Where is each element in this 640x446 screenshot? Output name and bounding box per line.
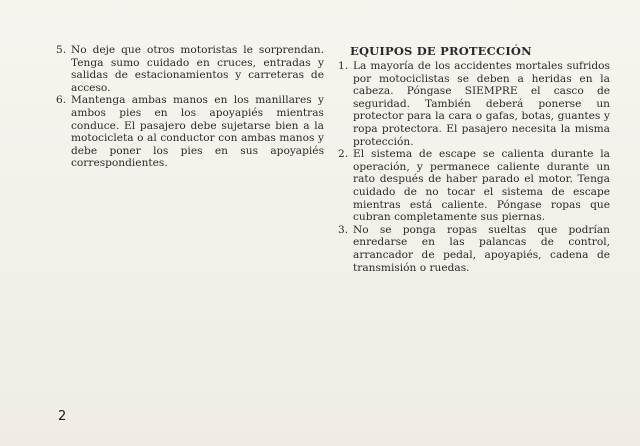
protection-item-1 [338, 60, 610, 148]
item-text: El sistema de escape se calienta durante la operación, y permanece caliente durante un rato después de haber parado el motor. Tenga cuidado de no tocar el sistema de escape mientras está caliente. Póngase ropas que cubran completamente sus piernas. [353, 148, 610, 224]
item-number: 3. [338, 223, 349, 236]
safety-item-6 [56, 94, 324, 170]
safety-item-5 [56, 44, 324, 94]
item-number: 5. [56, 44, 67, 56]
left-column [56, 44, 324, 170]
item-text: No se ponga ropas sueltas que podrían enredarse en las palancas de control, arrancador de pedal, apoyapiés, cadena de transmisión o ruedas. [353, 223, 610, 274]
section-title: EQUIPOS DE PROTECCIÓN [350, 44, 532, 58]
item-text: La mayoría de los accidentes mortales sufridos por motociclistas se deben a heridas en la cabeza. Póngase SIEMPRE el casco de seguridad. También deberá ponerse un protector para la cara o gafas, botas, guantes y ropa protectora. El pasajero necesita la misma protección. [353, 60, 610, 148]
item-number: 6. [56, 94, 67, 107]
right-column [338, 44, 610, 274]
protection-item-2 [338, 148, 610, 224]
item-number: 1. [338, 60, 349, 72]
protection-item-3 [338, 224, 610, 274]
page-number: 2 [58, 409, 67, 424]
item-text: No deje que otros motoristas le sorprendan. Tenga sumo cuidado en cruces, entradas y salidas de estacionamientos y carreteras de acceso. [71, 44, 324, 94]
item-number: 2. [338, 148, 349, 161]
item-text: Mantenga ambas manos en los manillares y ambos pies en los apoyapiés mientras conduce. El pasajero debe sujetarse bien a la motocicleta o al conductor con ambas manos y debe poner los pies en sus apoyapiés correspondientes. [71, 94, 324, 170]
